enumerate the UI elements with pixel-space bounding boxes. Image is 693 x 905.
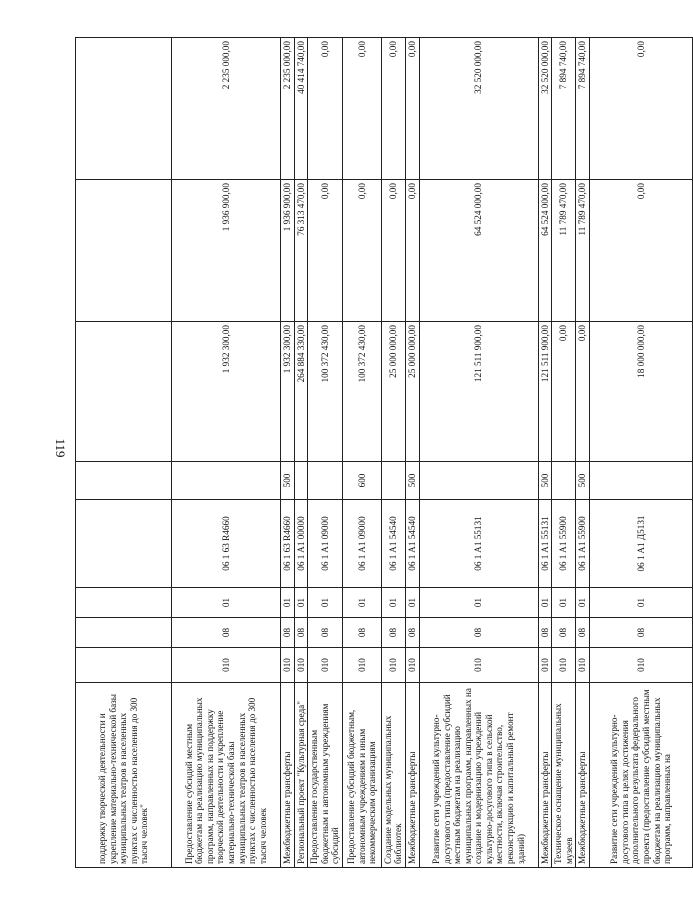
- cell-vr: 500: [281, 462, 295, 500]
- table-row: [552, 38, 576, 868]
- cell-code: 010: [294, 648, 308, 683]
- cell-section: 08: [281, 618, 295, 648]
- cell-y3: 40 414 740,00: [294, 38, 308, 180]
- cell-name: Межбюджетные трансферты: [406, 683, 420, 868]
- cell-section: 08: [538, 618, 552, 648]
- cell-subsection: 01: [342, 588, 381, 618]
- cell-y3: 7 894 740,00: [576, 38, 590, 180]
- cell-code: 010: [589, 648, 692, 683]
- cell-section: [76, 618, 172, 648]
- cell-subsection: 01: [419, 588, 538, 618]
- cell-y1: 25 000 000,00: [406, 322, 420, 462]
- cell-code: 010: [281, 648, 295, 683]
- cell-section: 08: [406, 618, 420, 648]
- cell-vr: [552, 462, 576, 500]
- cell-y1: [76, 322, 172, 462]
- cell-y1: 18 000 000,00: [589, 322, 692, 462]
- cell-y2: 0,00: [342, 180, 381, 322]
- cell-y2: 11 789 470,00: [576, 180, 590, 322]
- cell-y3: 0,00: [406, 38, 420, 180]
- cell-y1: 264 884 330,00: [294, 322, 308, 462]
- cell-subsection: 01: [576, 588, 590, 618]
- cell-y3: 2 235 000,00: [281, 38, 295, 180]
- cell-name: Предоставление государственным бюджетным и автономным учреждениям субсидий: [308, 683, 343, 868]
- cell-csr: [76, 500, 172, 588]
- cell-y1: 25 000 000,00: [381, 322, 405, 462]
- cell-y1: 121 511 900,00: [419, 322, 538, 462]
- cell-csr: 06 1 A1 00000: [294, 500, 308, 588]
- cell-section: 08: [381, 618, 405, 648]
- cell-vr: 600: [342, 462, 381, 500]
- cell-y1: 1 932 300,00: [172, 322, 281, 462]
- cell-code: 010: [172, 648, 281, 683]
- budget-table: [75, 37, 693, 868]
- cell-y2: 0,00: [381, 180, 405, 322]
- cell-y3: 2 235 000,00: [172, 38, 281, 180]
- cell-name: Межбюджетные трансферты: [538, 683, 552, 868]
- cell-csr: 06 1 63 R4660: [281, 500, 295, 588]
- cell-section: 08: [419, 618, 538, 648]
- cell-vr: [381, 462, 405, 500]
- cell-y1: 121 511 900,00: [538, 322, 552, 462]
- cell-y3: 32 520 000,00: [538, 38, 552, 180]
- cell-vr: [172, 462, 281, 500]
- cell-y3: 32 520 000,00: [419, 38, 538, 180]
- cell-csr: 06 1 63 R4660: [172, 500, 281, 588]
- cell-subsection: 01: [381, 588, 405, 618]
- cell-section: 08: [552, 618, 576, 648]
- cell-vr: 500: [538, 462, 552, 500]
- table-row: [172, 38, 281, 868]
- cell-y2: 0,00: [406, 180, 420, 322]
- cell-section: 08: [308, 618, 343, 648]
- cell-csr: 06 1 A1 09000: [342, 500, 381, 588]
- cell-subsection: [76, 588, 172, 618]
- cell-name: Межбюджетные трансферты: [281, 683, 295, 868]
- cell-vr: [589, 462, 692, 500]
- cell-name: поддержку творческой деятельности и укрепление материально-технической базы муниципальных театров в населенных пунктах с численностью населения до 300 тысяч человек": [76, 683, 172, 868]
- cell-vr: [419, 462, 538, 500]
- cell-y1: 100 372 430,00: [342, 322, 381, 462]
- cell-code: [76, 648, 172, 683]
- cell-code: 010: [419, 648, 538, 683]
- cell-csr: 06 1 A1 54540: [406, 500, 420, 588]
- table-row: [406, 38, 420, 868]
- cell-subsection: 01: [406, 588, 420, 618]
- cell-subsection: 01: [589, 588, 692, 618]
- cell-y1: 0,00: [576, 322, 590, 462]
- cell-y1: 0,00: [552, 322, 576, 462]
- cell-vr: 500: [406, 462, 420, 500]
- cell-y2: [76, 180, 172, 322]
- cell-csr: 06 1 A1 Д5131: [589, 500, 692, 588]
- cell-y2: 64 524 000,00: [419, 180, 538, 322]
- cell-csr: 06 1 A1 55131: [419, 500, 538, 588]
- cell-y3: 0,00: [589, 38, 692, 180]
- cell-code: 010: [308, 648, 343, 683]
- table-row: [419, 38, 538, 868]
- table-row: [576, 38, 590, 868]
- table-row: [76, 38, 172, 868]
- cell-y3: 0,00: [308, 38, 343, 180]
- cell-csr: 06 1 A1 55900: [576, 500, 590, 588]
- cell-code: 010: [552, 648, 576, 683]
- page-number: 119: [53, 438, 68, 458]
- cell-y2: 11 789 470,00: [552, 180, 576, 322]
- cell-section: 08: [589, 618, 692, 648]
- table-row: [294, 38, 308, 868]
- cell-csr: 06 1 A1 09000: [308, 500, 343, 588]
- cell-y2: 0,00: [308, 180, 343, 322]
- cell-name: Межбюджетные трансферты: [576, 683, 590, 868]
- cell-section: 08: [576, 618, 590, 648]
- cell-y2: 76 313 470,00: [294, 180, 308, 322]
- cell-code: 010: [381, 648, 405, 683]
- cell-subsection: 01: [172, 588, 281, 618]
- cell-y2: 1 936 900,00: [172, 180, 281, 322]
- cell-vr: [308, 462, 343, 500]
- cell-y3: 0,00: [381, 38, 405, 180]
- cell-code: 010: [342, 648, 381, 683]
- cell-code: 010: [576, 648, 590, 683]
- table-row: [281, 38, 295, 868]
- cell-vr: 500: [576, 462, 590, 500]
- cell-section: 08: [172, 618, 281, 648]
- table-row: [538, 38, 552, 868]
- cell-csr: 06 1 A1 55900: [552, 500, 576, 588]
- cell-y3: 7 894 740,00: [552, 38, 576, 180]
- cell-subsection: 01: [538, 588, 552, 618]
- cell-name: Предоставление субсидий местным бюджетам на реализацию муниципальных программ, направленных на поддержку творческой деятельности и укрепление материально-технической базы муниципальных театров в населенных пунктах с численностью населения до 300 тысяч человек: [172, 683, 281, 868]
- cell-y3: 0,00: [342, 38, 381, 180]
- cell-csr: 06 1 A1 54540: [381, 500, 405, 588]
- cell-name: Развитие сети учреждений культурно-досугового типа (предоставление субсидий местным бюджетам на реализацию муниципальных программ, направленных на создание и модернизацию учреждений культурно-досугового типа в сельской местности, включая строительство, реконструкцию и капитальный ремонт зданий): [419, 683, 538, 868]
- cell-name: Региональный проект "Культурная среда": [294, 683, 308, 868]
- cell-code: 010: [538, 648, 552, 683]
- cell-y1: 100 372 430,00: [308, 322, 343, 462]
- table-row: [342, 38, 381, 868]
- cell-subsection: 01: [552, 588, 576, 618]
- table-row: [308, 38, 343, 868]
- cell-y2: 0,00: [589, 180, 692, 322]
- cell-code: 010: [406, 648, 420, 683]
- cell-y1: 1 932 300,00: [281, 322, 295, 462]
- cell-name: Создание модельных муниципальных библиотек: [381, 683, 405, 868]
- cell-subsection: 01: [281, 588, 295, 618]
- cell-name: Развитие сети учреждений культурно-досугового типа в целях достижения дополнительного результата федерального проекта (предоставление субсидий местным бюджетам на реализацию муниципальных программ, направленных на: [589, 683, 692, 868]
- cell-name: Предоставление субсидий бюджетным, автономным учреждениям и иным некоммерческим организациям: [342, 683, 381, 868]
- cell-subsection: 01: [294, 588, 308, 618]
- cell-vr: [76, 462, 172, 500]
- cell-name: Техническое оснащение муниципальных музеев: [552, 683, 576, 868]
- cell-csr: 06 1 A1 55131: [538, 500, 552, 588]
- cell-vr: [294, 462, 308, 500]
- rotated-table-container: [75, 38, 673, 868]
- table-body: [76, 38, 693, 868]
- cell-y2: 1 936 900,00: [281, 180, 295, 322]
- cell-y3: [76, 38, 172, 180]
- cell-section: 08: [294, 618, 308, 648]
- cell-section: 08: [342, 618, 381, 648]
- table-row: [381, 38, 405, 868]
- table-row: [589, 38, 692, 868]
- cell-y2: 64 524 000,00: [538, 180, 552, 322]
- cell-subsection: 01: [308, 588, 343, 618]
